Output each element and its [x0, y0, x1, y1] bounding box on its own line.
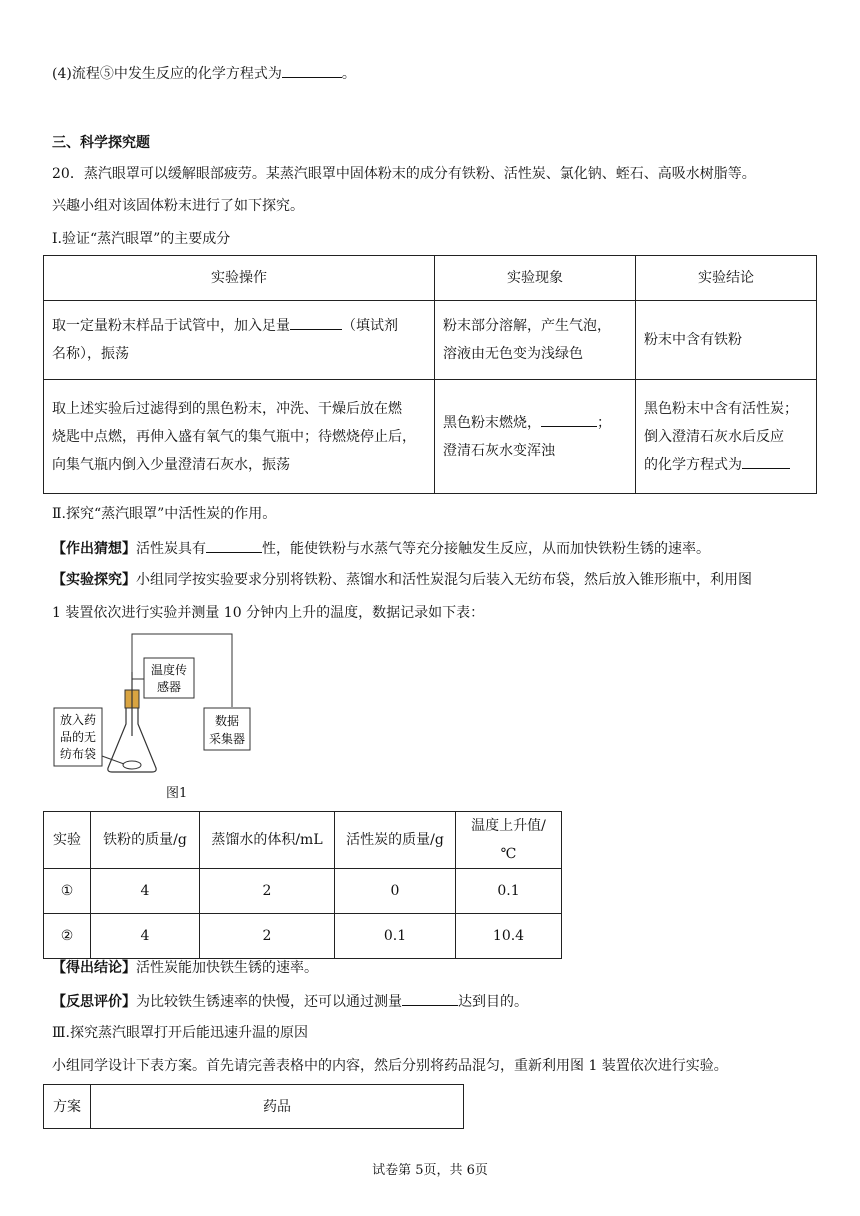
col-plan: 方案: [44, 1085, 91, 1129]
question-4-text: (4)流程⑤中发生反应的化学方程式为: [52, 66, 282, 82]
collector-label-1: 数据: [214, 714, 240, 728]
col-water-volume: 蒸馏水的体积/mL: [200, 812, 335, 869]
reflection-text-after: 达到目的。: [458, 994, 528, 1010]
cell: 10.4: [456, 914, 562, 959]
table-row: [44, 869, 562, 914]
bag-label-2: 品的无: [59, 730, 97, 744]
cell: ①: [44, 869, 91, 914]
col-carbon-mass: 活性炭的质量/g: [335, 812, 456, 869]
row2-conclusion: [636, 380, 817, 494]
reagent-blank[interactable]: [290, 314, 342, 330]
col-experiment: 实验: [44, 812, 91, 869]
row2-phen-text-after: ；: [597, 414, 611, 431]
col-reagents: 药品: [91, 1085, 464, 1129]
question-4: [52, 62, 356, 84]
cell: 0.1: [335, 914, 456, 959]
row1-phen-line1: 粉末部分溶解，产生气泡，: [443, 318, 611, 334]
conclusion-tag: 【得出结论】: [52, 960, 136, 976]
header-conclusion: 实验结论: [636, 256, 817, 301]
row2-op-line2: 烧匙中点燃，再伸入盛有氧气的集气瓶中；待燃烧停止后，: [52, 428, 416, 445]
row2-phen-text: 黑色粉末燃烧，: [443, 414, 541, 431]
bag-label-3: 纺布袋: [59, 747, 97, 761]
question-20-line2: 兴趣小组对该固体粉末进行了如下探究。: [52, 198, 304, 214]
table-row: [44, 380, 817, 494]
row1-op-text-after: （填试剂: [342, 318, 398, 334]
row1-conclusion: 粉末中含有铁粉: [636, 301, 817, 380]
reflection: [52, 990, 528, 1012]
data-table: [43, 811, 562, 959]
cell: 4: [91, 869, 200, 914]
cell: 2: [200, 914, 335, 959]
equation-blank[interactable]: [742, 453, 790, 469]
row2-phen-line2: 澄清石灰水变浑浊: [443, 442, 555, 459]
header-phenomenon: 实验现象: [435, 256, 636, 301]
row2-concl-line1: 黑色粉末中含有活性炭；: [644, 400, 798, 417]
row2-concl-line3: 的化学方程式为: [644, 456, 742, 473]
answer-blank[interactable]: [282, 62, 342, 78]
plan-table: [43, 1084, 464, 1129]
measure-blank[interactable]: [402, 990, 458, 1006]
reflection-tag: 【反思评价】: [52, 994, 136, 1010]
part3-title: Ⅲ.探究蒸汽眼罩打开后能迅速升温的原因: [52, 1025, 308, 1041]
page-footer: 试卷第 5页，共 6页: [372, 1163, 488, 1178]
table-row: [44, 914, 562, 959]
part2-title: Ⅱ.探究“蒸汽眼罩”中活性炭的作用。: [52, 506, 277, 522]
property-blank[interactable]: [206, 537, 262, 553]
conclusion-text: 活性炭能加快铁生锈的速率。: [136, 960, 318, 976]
conclusion: [52, 958, 318, 978]
collector-label-2: 采集器: [208, 732, 246, 746]
hypothesis-text-after: 性，能使铁粉与水蒸气等充分接触发生反应，从而加快铁粉生锈的速率。: [262, 541, 710, 557]
col-temp-rise: 温度上升值/℃: [456, 812, 562, 869]
row1-op-line2: 名称），振荡: [52, 346, 129, 362]
row1-phenomenon: [435, 301, 636, 380]
part3-text: 小组同学设计下表方案。首先请完善表格中的内容，然后分别将药品混匀，重新利用图 1 装置依次进行实验。: [52, 1058, 728, 1074]
figure-caption: 图1: [166, 786, 188, 801]
col-iron-mass: 铁粉的质量/g: [91, 812, 200, 869]
row2-op-line1: 取上述实验后过滤得到的黑色粉末，冲洗、干燥后放在燃: [52, 400, 402, 417]
cell: 2: [200, 869, 335, 914]
cell: 0.1: [456, 869, 562, 914]
hypothesis-tag: 【作出猜想】: [52, 541, 136, 557]
experiment-text: 小组同学按实验要求分别将铁粉、蒸馏水和活性炭混匀后装入无纺布袋，然后放入锥形瓶中，利用图: [136, 572, 752, 588]
question-20-line1: 20．蒸汽眼罩可以缓解眼部疲劳。某蒸汽眼罩中固体粉末的成分有铁粉、活性炭、氯化钠、蛭石、高吸水树脂等。: [52, 166, 756, 182]
reflection-text: 为比较铁生锈速率的快慢，还可以通过测量: [136, 994, 402, 1010]
row2-phenomenon: [435, 380, 636, 494]
phenomenon-blank[interactable]: [541, 411, 597, 427]
section-title: 三、科学探究题: [52, 135, 150, 151]
row2-operation: [44, 380, 435, 494]
verification-table: [43, 255, 817, 494]
row1-phen-line2: 溶液由无色变为浅绿色: [443, 346, 583, 362]
row1-op-text: 取一定量粉末样品于试管中，加入足量: [52, 318, 290, 334]
apparatus-figure: [52, 632, 262, 782]
table-row: [44, 301, 817, 380]
sensor-label-1: 温度传: [150, 663, 188, 677]
cell: ②: [44, 914, 91, 959]
part1-title: Ⅰ.验证“蒸汽眼罩”的主要成分: [52, 231, 231, 247]
hypothesis: [52, 537, 710, 559]
experiment-line1: [52, 570, 752, 590]
question-4-end: 。: [341, 66, 356, 82]
cell: 0: [335, 869, 456, 914]
cell: 4: [91, 914, 200, 959]
row1-operation: [44, 301, 435, 380]
row2-op-line3: 向集气瓶内倒入少量澄清石灰水，振荡: [52, 456, 290, 473]
bag-label-1: 放入药: [59, 713, 97, 727]
experiment-tag: 【实验探究】: [52, 572, 136, 588]
bag-in-flask: [123, 761, 141, 769]
hypothesis-text: 活性炭具有: [136, 541, 206, 557]
header-operation: 实验操作: [44, 256, 435, 301]
experiment-line2: 1 装置依次进行实验并测量 10 分钟内上升的温度，数据记录如下表：: [52, 605, 485, 621]
sensor-label-2: 感器: [156, 680, 182, 694]
row2-concl-line2: 倒入澄清石灰水后反应: [644, 428, 784, 445]
